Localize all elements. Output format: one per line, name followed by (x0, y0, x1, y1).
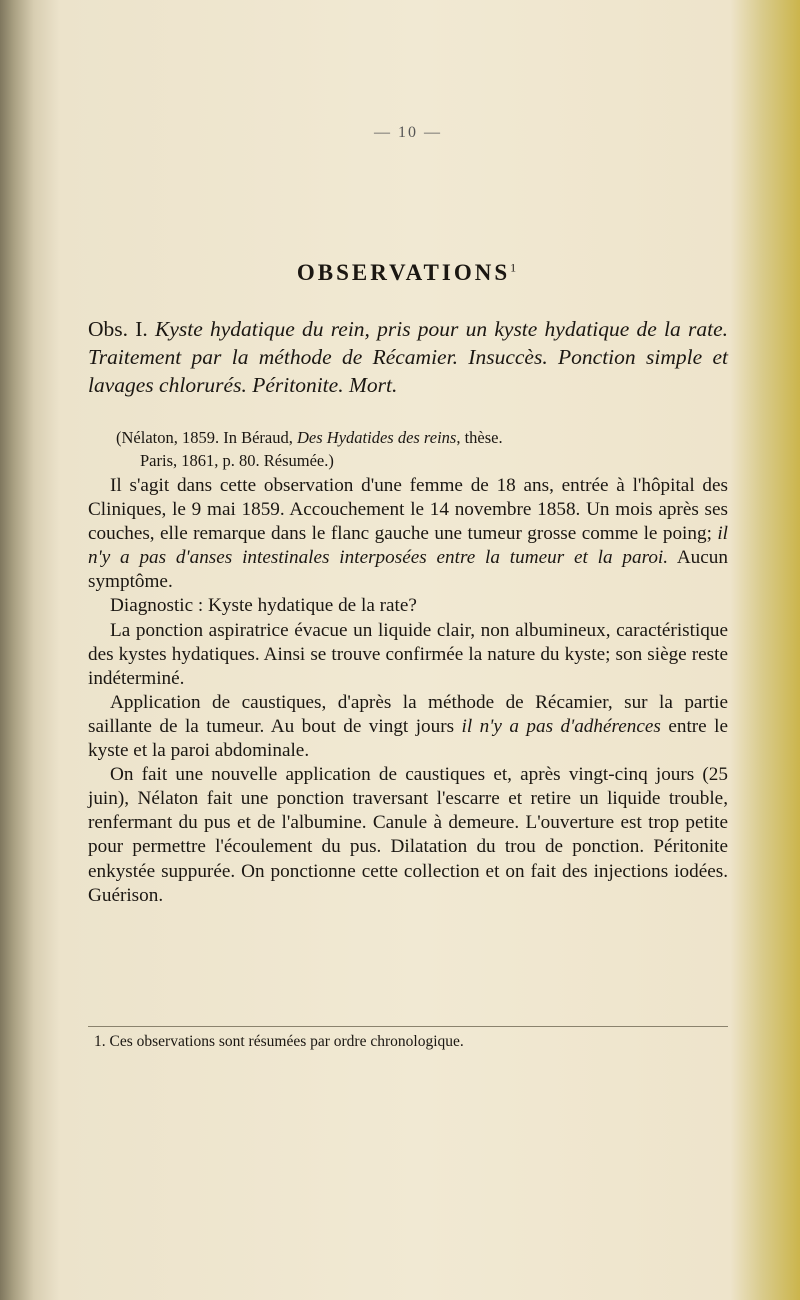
observation-reference (116, 426, 716, 472)
reference-line1-start: (Nélaton, 1859. In Béraud, (116, 428, 297, 447)
paragraph-4-text-a: Application de caustiques, d'après la méthode de Récamier, sur la partie saillante de la tumeur. Au bout de vingt jours (88, 691, 728, 737)
paragraph-3: La ponction aspiratrice évacue un liquide clair, non albumineux, caractéristique des kystes hydatiques. Ainsi se trouve confirmée la nature du kyste; son siège reste indéterminé. (88, 619, 728, 689)
reference-line1-end: , thèse. (456, 428, 503, 447)
page-number: — 10 — (374, 124, 442, 141)
paragraph-1-text-a: Il s'agit dans cette observation d'une femme de 18 ans, entrée à l'hôpital des Cliniques, le 9 mai 1859. Accouchement le 14 novembre 1858. Un mois après ses couches, elle remarque dans le flanc gauche une tumeur grosse comme le poing; (88, 475, 728, 545)
paragraph-4 (88, 691, 728, 763)
paragraph-5: On fait une nouvelle application de caustiques et, après vingt-cinq jours (25 juin), Nélaton fait une ponction traversant l'escarre et retire un liquide trouble, renfermant du pus et de l'albumine. Canule à demeure. L'ouverture est trop petite pour permettre l'écoulement du pus. Dilatation du trou de ponction. Péritonite enkystée suppurée. On ponctionne cette collection et on fait des injections iodées. Guérison. (88, 764, 728, 906)
observation-label: Obs. I. (88, 317, 148, 341)
reference-work-title: Des Hydatides des reins (297, 428, 457, 447)
footnote: 1. Ces observations sont résumées par ordre chronologique. (94, 1033, 464, 1050)
footnote-divider (88, 1026, 728, 1027)
observation-body (88, 474, 728, 908)
heading-text: OBSERVATIONS (296, 260, 511, 285)
paragraph-1-emphasis: il n'y a pas d'anses intestinales interposées entre la tumeur et la paroi. (88, 523, 728, 569)
section-heading (88, 260, 728, 286)
paragraph-2: Diagnostic : Kyste hydatique de la rate? (110, 595, 417, 617)
reference-line2: Paris, 1861, p. 80. Résumée.) (140, 451, 334, 470)
observation-title-text: Kyste hydatique du rein, pris pour un kyste hydatique de la rate. Traitement par la méthode de Récamier. Insuccès. Ponction simple et lavages chlorurés. Péritonite. Mort. (88, 317, 729, 397)
page-content (88, 0, 728, 1300)
paragraph-1-text-b: Aucun symptôme. (88, 547, 728, 593)
reference-line1 (116, 428, 503, 447)
heading-footnote-marker: 1 (510, 260, 520, 275)
observation-title (88, 315, 728, 399)
paragraph-4-emphasis: il n'y a pas d'adhérences (461, 715, 661, 737)
paragraph-4-text-b: entre le kyste et la paroi abdominale. (88, 715, 728, 762)
paragraph-1 (88, 474, 728, 594)
